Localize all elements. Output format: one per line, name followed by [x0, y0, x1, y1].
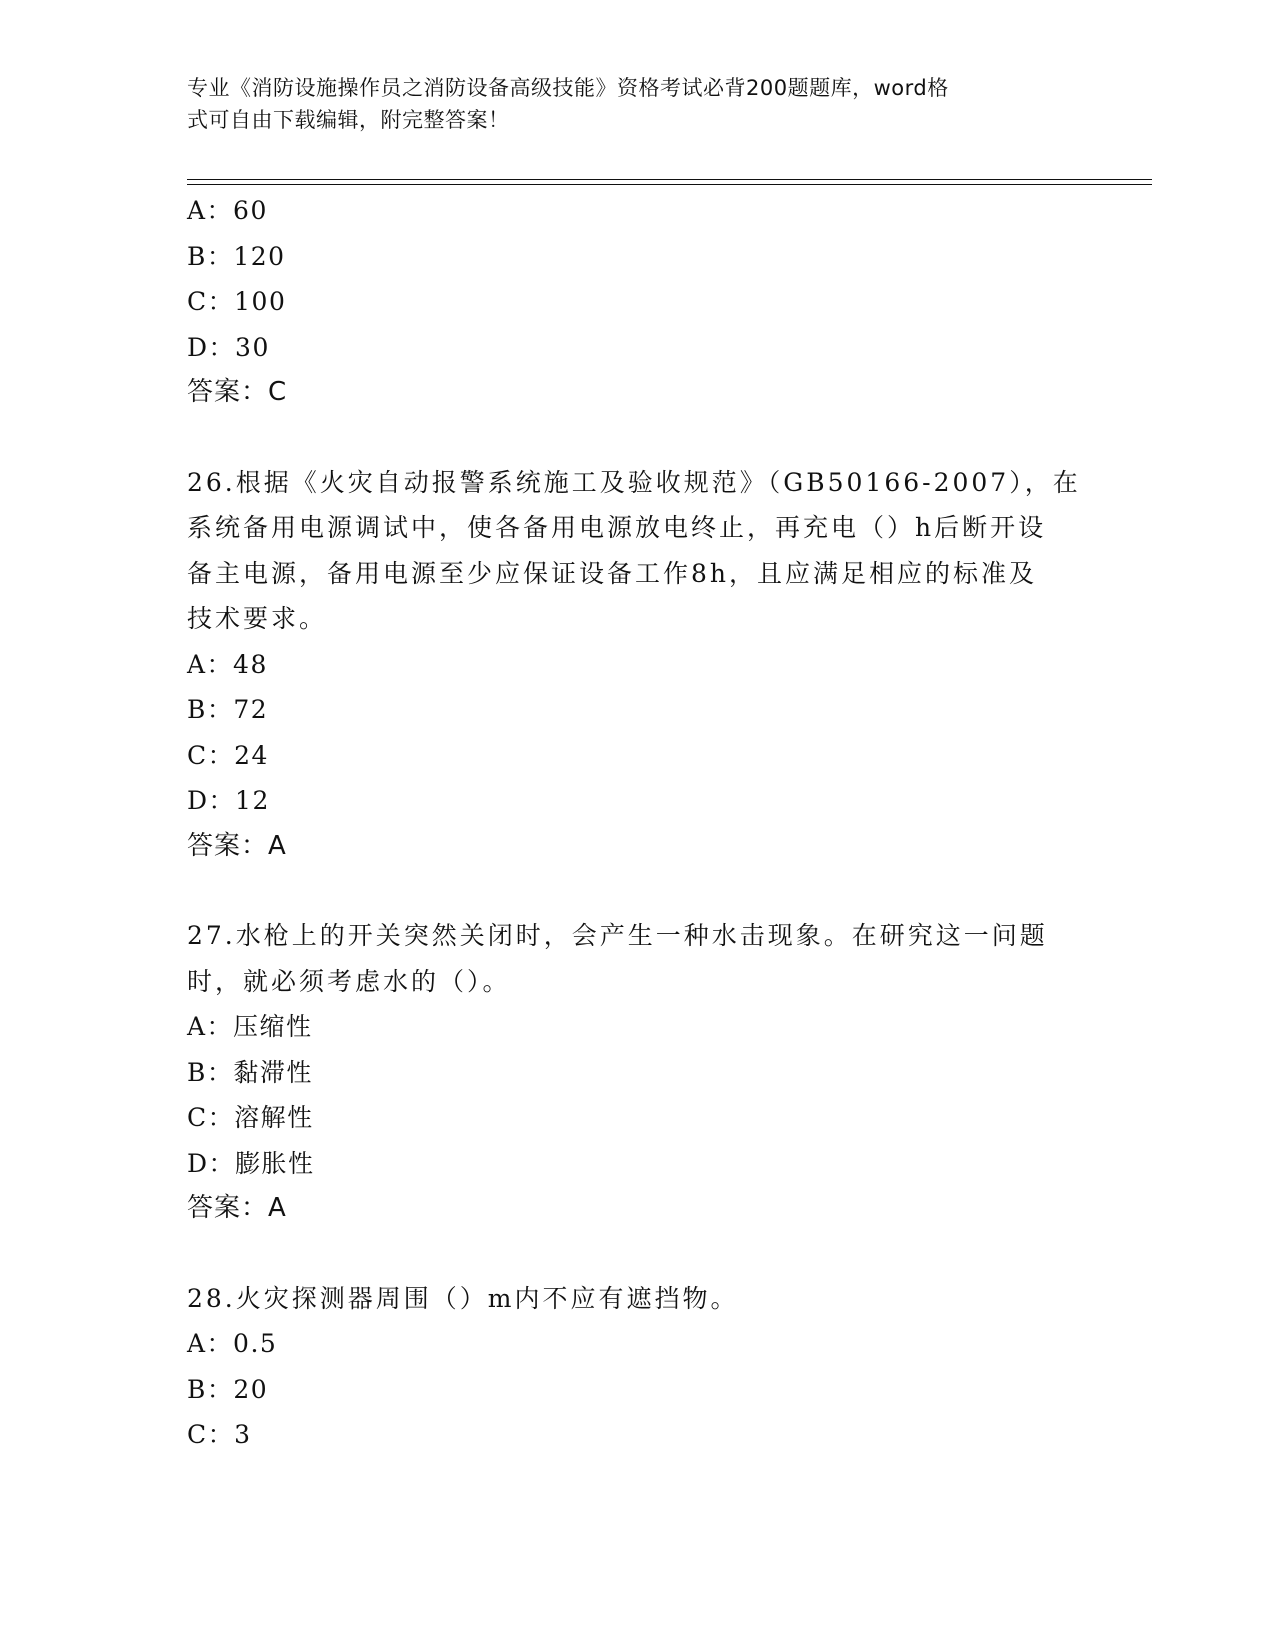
header-line-1: 专业《消防设施操作员之消防设备高级技能》资格考试必背200题题库，word格	[187, 76, 949, 100]
question-stem-line: 系统备用电源调试中，使各备用电源放电终止，再充电（）h后断开设	[187, 513, 1047, 542]
option-b: B：20	[187, 1374, 269, 1404]
option-d: D：膨胀性	[187, 1148, 315, 1178]
option-a: A：压缩性	[187, 1012, 313, 1041]
answer-line: 答案：C	[187, 377, 288, 407]
option-c: C：溶解性	[187, 1103, 314, 1132]
question-stem-line: 备主电源，备用电源至少应保证设备工作8h，且应满足相应的标准及	[187, 558, 1038, 588]
option-b: B：120	[187, 241, 286, 271]
question-stem-line: 28.火灾探测器周围（）m内不应有遮挡物。	[187, 1283, 739, 1313]
question-stem-line: 时，就必须考虑水的（）。	[187, 966, 511, 996]
option-b: B：黏滞性	[187, 1057, 313, 1087]
option-b: B：72	[187, 695, 269, 724]
option-d: D：12	[187, 786, 270, 815]
answer-line: 答案：A	[187, 1193, 287, 1223]
header-divider-top	[187, 179, 1152, 180]
option-a: A：60	[187, 196, 268, 225]
option-c: C：24	[187, 740, 269, 770]
question-stem-line: 26.根据《火灾自动报警系统施工及验收规范》（GB50166-2007），在	[187, 467, 1081, 497]
question-stem-line: 27.水枪上的开关突然关闭时，会产生一种水击现象。在研究这一问题	[187, 921, 1048, 950]
header-line-2: 式可自由下载编辑，附完整答案！	[187, 108, 510, 132]
option-c: C：100	[187, 287, 287, 316]
question-stem-line: 技术要求。	[187, 604, 328, 633]
question-27	[187, 913, 1087, 1232]
document-header	[187, 72, 1067, 136]
option-d: D：30	[187, 332, 270, 362]
question-list	[187, 188, 1087, 1458]
option-a: A：48	[187, 649, 268, 679]
question-28	[187, 1276, 1087, 1458]
question-25-continuation	[187, 188, 1087, 416]
option-a: A：0.5	[187, 1329, 278, 1358]
question-26	[187, 460, 1087, 870]
answer-line: 答案：A	[187, 830, 287, 861]
header-divider-bottom	[187, 184, 1152, 185]
option-c: C：3	[187, 1420, 252, 1449]
